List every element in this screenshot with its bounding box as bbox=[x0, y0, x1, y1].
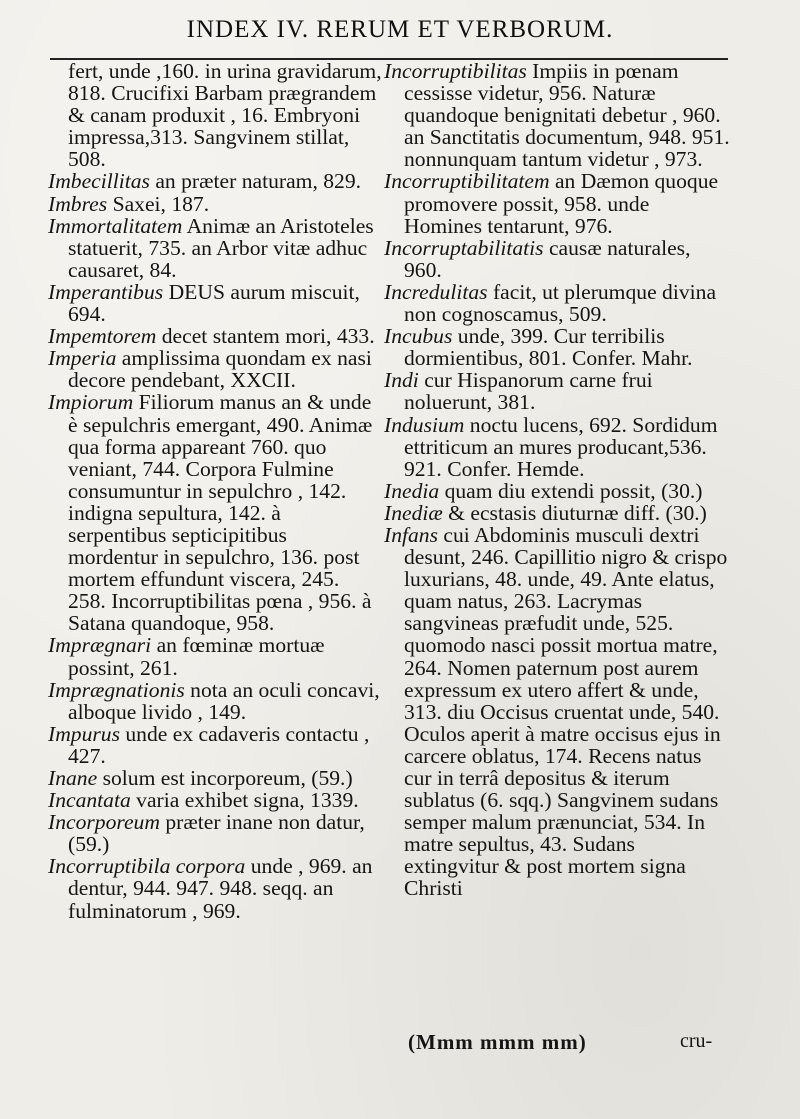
index-entry bbox=[384, 325, 730, 369]
entry-text: quam diu extendi possit, (30.) bbox=[439, 478, 703, 503]
entry-headword: Impemtorem bbox=[48, 324, 157, 349]
entry-headword: Incorruptabilitatis bbox=[384, 235, 544, 260]
entry-text: an præter naturam, 829. bbox=[149, 169, 362, 194]
index-entry bbox=[48, 679, 382, 723]
index-entry bbox=[384, 170, 730, 236]
entry-headword: Imprægnari bbox=[48, 633, 152, 658]
entry-text: Animæ an Aristoteles statuerit, 735. an Arbor vitæ adhuc causaret, 84. bbox=[68, 213, 374, 282]
entry-headword: Immortalitatem bbox=[48, 213, 183, 238]
entry-text: DEUS aurum miscuit, 694. bbox=[68, 279, 360, 327]
entry-text: nota an oculi concavi, alboque livido , 149. bbox=[68, 677, 380, 724]
entry-text: unde , 969. an dentur, 944. 947. 948. seqq. an fulminatorum , 969. bbox=[68, 854, 373, 923]
entry-headword: Imbecillitas bbox=[48, 169, 150, 194]
index-entry bbox=[48, 60, 382, 170]
entry-headword: Impurus bbox=[48, 721, 120, 746]
index-entry bbox=[48, 391, 382, 634]
entry-text: an Dæmon quoque promovere possit, 958. unde Homines tentarunt, 976. bbox=[404, 169, 719, 238]
entry-headword: Incubus bbox=[384, 324, 453, 349]
entry-text: an fœminæ mortuæ possint, 261. bbox=[68, 633, 325, 680]
entry-text: Filiorum manus an & unde è sepulchris emergant, 490. Animæ qua forma appareant 760. quo veniant, 744. Corpora Fulmine consumuntur in sepulchro , 142. indigna sepultura, 142. à serpentibus septicipitibus mordentur in sepulchro, 136. post mortem effundunt viscera, 245. 258. Incorruptibilitas pœna , 956. à Satana quandoque, 958. bbox=[68, 390, 373, 636]
index-entry bbox=[48, 193, 382, 215]
entry-headword: Indusium bbox=[384, 412, 465, 437]
entry-text: noctu lucens, 692. Sordidum ettriticum an mures producant,536. 921. Confer. Hemde. bbox=[404, 412, 718, 481]
entry-text: varia exhibet signa, 1339. bbox=[130, 788, 359, 813]
entry-headword: Indi bbox=[384, 368, 419, 393]
index-entry bbox=[48, 767, 382, 789]
entry-text: præter inane non datur, (59.) bbox=[68, 810, 365, 857]
right-column bbox=[384, 60, 730, 900]
entry-text: Saxei, 187. bbox=[107, 191, 210, 216]
index-entry bbox=[48, 634, 382, 678]
entry-text: cur Hispanorum carne frui noluerunt, 381. bbox=[404, 368, 653, 415]
index-entry bbox=[384, 414, 730, 480]
entry-headword: Incorruptibilitatem bbox=[384, 169, 550, 194]
index-entry bbox=[48, 347, 382, 391]
entry-headword: Incorruptibilitas bbox=[384, 59, 527, 83]
index-entry bbox=[48, 789, 382, 811]
index-entry bbox=[384, 60, 730, 170]
entry-headword: Incorporeum bbox=[48, 810, 160, 835]
entry-text: unde, 399. Cur terribilis dormientibus, 801. Confer. Mahr. bbox=[404, 324, 693, 371]
entry-headword: Impiorum bbox=[48, 390, 134, 415]
index-entry bbox=[384, 524, 730, 900]
entry-text: unde ex cadaveris contactu , 427. bbox=[68, 721, 370, 768]
entry-headword: Imperia bbox=[48, 346, 117, 371]
index-entry bbox=[48, 281, 382, 325]
signature-mark: (Mmm mmm mm) bbox=[408, 1030, 587, 1054]
entry-headword: Imperantibus bbox=[48, 279, 164, 304]
entry-text: & ecstasis diuturnæ diff. (30.) bbox=[442, 500, 707, 525]
index-entry bbox=[48, 325, 382, 347]
entry-text: Impiis in pœnam cessisse videtur, 956. Naturæ quandoque benignitati debetur , 960. an Sanctitatis documentum, 948. 951. nonnunquam tantum videtur , 973. bbox=[404, 59, 730, 172]
entry-text: solum est incorporeum, (59.) bbox=[97, 766, 353, 790]
entry-headword: Inedia bbox=[384, 478, 440, 503]
entry-text: causæ naturales, 960. bbox=[404, 235, 691, 282]
index-entry bbox=[48, 215, 382, 281]
left-column bbox=[48, 60, 382, 922]
entry-headword: Incantata bbox=[48, 788, 131, 813]
entry-headword: Imbres bbox=[48, 191, 108, 216]
index-entry bbox=[384, 237, 730, 281]
entry-text: amplissima quondam ex nasi decore pendebant, XXCII. bbox=[68, 346, 372, 393]
entry-headword: Incorruptibila corpora bbox=[48, 854, 246, 879]
index-entry bbox=[48, 723, 382, 767]
index-entry bbox=[384, 502, 730, 524]
entry-headword: Inane bbox=[48, 766, 98, 790]
catchword: cru- bbox=[680, 1030, 713, 1052]
entry-headword: Inediæ bbox=[384, 500, 443, 525]
entry-text: cui Abdominis musculi dextri desunt, 246. Capillitio nigro & crispo luxurians, 48. unde, 49. Ante elatus, quam natus, 263. Lacrymas sangvineas præfudit unde, 525. quomodo nasci possit mortua matre, 264. Nomen paternum post aurem expressum ex utero affert & unde, 313. diu Occisus cruentat unde, 540. Oculos aperit à matre occisus ejus in carcere oblatus, 174. Recens natus cur in terrâ depositus & iterum sublatus (6. sqq.) Sangvinem sudans semper malum prænunciat, 534. In matre sepultus, 43. Sudans extingvitur & post mortem signa Christi bbox=[404, 522, 728, 901]
entry-headword: Incredulitas bbox=[384, 279, 488, 304]
index-entry bbox=[384, 281, 730, 325]
entry-headword: Infans bbox=[384, 522, 438, 547]
entry-headword: Imprægnationis bbox=[48, 677, 185, 702]
index-entry bbox=[48, 811, 382, 855]
page-header: INDEX IV. RERUM ET VERBORUM. bbox=[186, 16, 614, 43]
index-entry bbox=[48, 855, 382, 921]
index-entry bbox=[384, 480, 730, 502]
entry-text: fert, unde ,160. in urina gravidarum, 818. Crucifixi Barbam prægrandem & canam produxit , 16. Embryoni impressa,313. Sangvinem stillat, 508. bbox=[68, 59, 382, 172]
index-entry bbox=[48, 170, 382, 192]
entry-text: decet stantem mori, 433. bbox=[156, 324, 375, 349]
entry-text: facit, ut plerumque divina non cognoscamus, 509. bbox=[404, 279, 717, 327]
index-entry bbox=[384, 369, 730, 413]
